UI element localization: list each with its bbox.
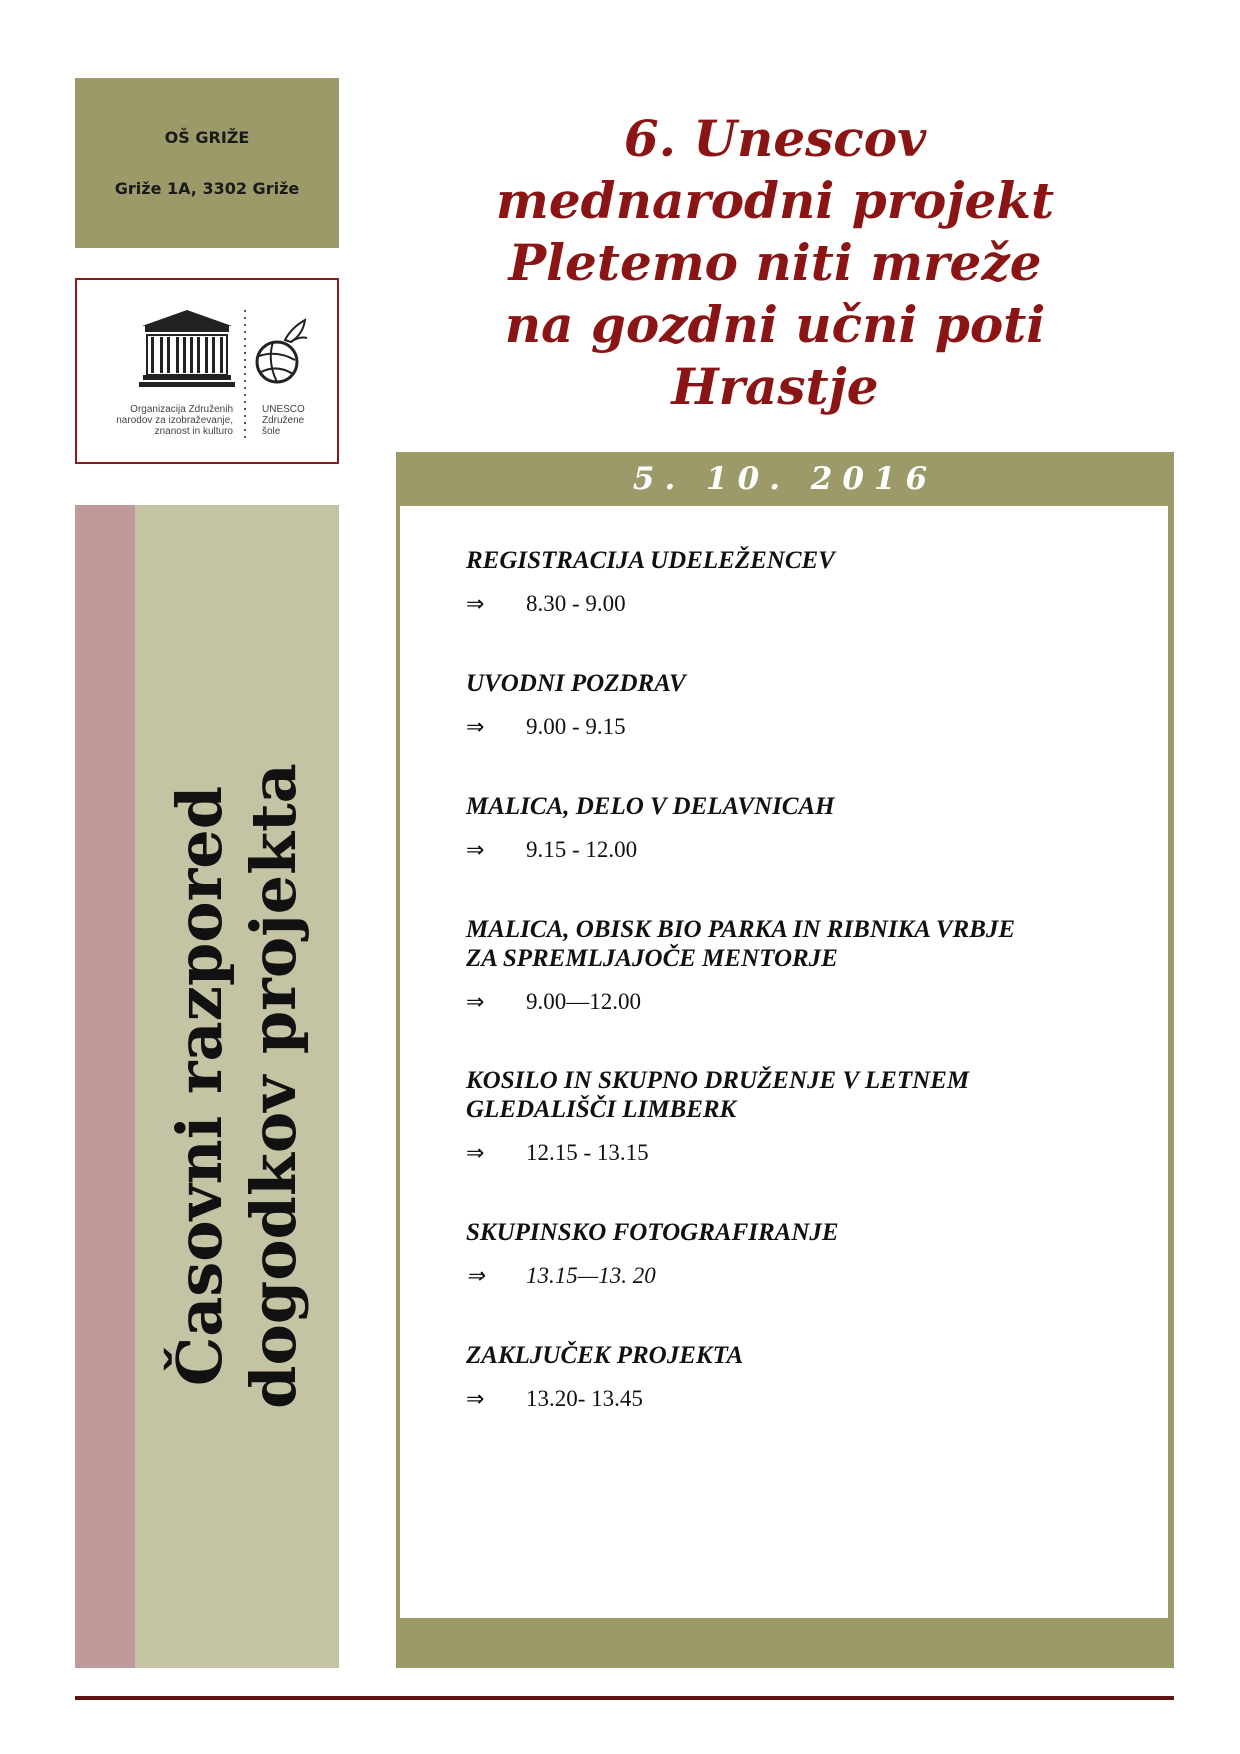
schedule-item-title: MALICA, DELO V DELAVNICAH	[466, 793, 835, 820]
side-title-line-2: dogodkov projekta	[237, 763, 310, 1409]
side-title-line-1: Časovni razpored	[163, 785, 236, 1387]
headline-line-2: mednarodni projekt	[495, 171, 1055, 230]
event-date: 5. 10. 2016	[632, 461, 938, 497]
double-arrow-right-icon: ⇒	[466, 1386, 485, 1411]
bottom-divider	[75, 1696, 1174, 1700]
schedule-item-time: 9.00—12.00	[526, 989, 641, 1014]
schedule-item-time: 13.20- 13.45	[526, 1386, 643, 1411]
school-name: OŠ GRIŽE	[164, 128, 250, 147]
double-arrow-right-icon: ⇒	[466, 837, 485, 862]
double-arrow-right-icon: ⇒	[466, 1263, 485, 1288]
schedule-item-time: 9.00 - 9.15	[526, 714, 626, 739]
double-arrow-right-icon: ⇒	[466, 714, 485, 739]
schedule-item	[466, 1218, 1146, 1289]
schedule-item-time-row	[466, 837, 1146, 863]
unesco-logo-box	[75, 278, 339, 464]
side-pink-stripe	[75, 505, 135, 1668]
double-arrow-right-icon: ⇒	[466, 989, 485, 1014]
schedule-item-time: 12.15 - 13.15	[526, 1140, 649, 1165]
schedule-item-title: ZAKLJUČEK PROJEKTA	[466, 1342, 744, 1369]
schedule-item-time-row	[466, 1140, 1146, 1166]
associated-schools-caption: UNESCO Združene šole	[262, 404, 305, 437]
schedule-item-title: UVODNI POZDRAV	[466, 670, 686, 697]
schedule-item-title: SKUPINSKO FOTOGRAFIRANJE	[466, 1219, 839, 1246]
headline-line-3: Pletemo niti mreže	[508, 233, 1042, 292]
headline-line-5: Hrastje	[671, 357, 879, 416]
schedule-item	[466, 1066, 1146, 1166]
schedule-item-time-row	[466, 1386, 1146, 1412]
schedule-item	[466, 669, 1146, 740]
headline-line-1: 6. Unescov	[623, 109, 927, 168]
schedule-item	[466, 1341, 1146, 1412]
schedule-item-time-row	[466, 1263, 1146, 1289]
school-info-box	[75, 78, 339, 248]
double-arrow-right-icon: ⇒	[466, 1140, 485, 1165]
headline-line-4: na gozdni učni poti	[504, 295, 1046, 354]
schedule-item	[466, 915, 1146, 1015]
schedule-item-time-row	[466, 591, 1146, 617]
school-address: Griže 1A, 3302 Griže	[114, 179, 300, 198]
schedule-item-time: 9.15 - 12.00	[526, 837, 638, 862]
schedule-item-title: KOSILO IN SKUPNO DRUŽENJE V LETNEM GLEDALIŠČI LIMBERK	[466, 1067, 970, 1123]
schedule-item-time: 13.15—13. 20	[526, 1263, 656, 1288]
schedule-item-time: 8.30 - 9.00	[526, 591, 626, 616]
double-arrow-right-icon: ⇒	[466, 591, 485, 616]
schedule-item-time-row	[466, 989, 1146, 1015]
project-headline	[430, 108, 1120, 418]
schedule-item-title: MALICA, OBISK BIO PARKA IN RIBNIKA VRBJE ZA SPREMLJAJOČE MENTORJE	[466, 916, 1016, 972]
schedule-panel	[400, 506, 1168, 1618]
schedule-frame	[396, 452, 1174, 1668]
schedule-item-time-row	[466, 714, 1146, 740]
unesco-caption: Organizacija Združenih narodov za izobraževanje, znanost in kulturo	[116, 404, 233, 437]
side-vertical-title	[137, 506, 337, 1666]
schedule-item-title: REGISTRACIJA UDELEŽENCEV	[466, 547, 835, 574]
schedule-item	[466, 546, 1146, 617]
schedule-item	[466, 792, 1146, 863]
